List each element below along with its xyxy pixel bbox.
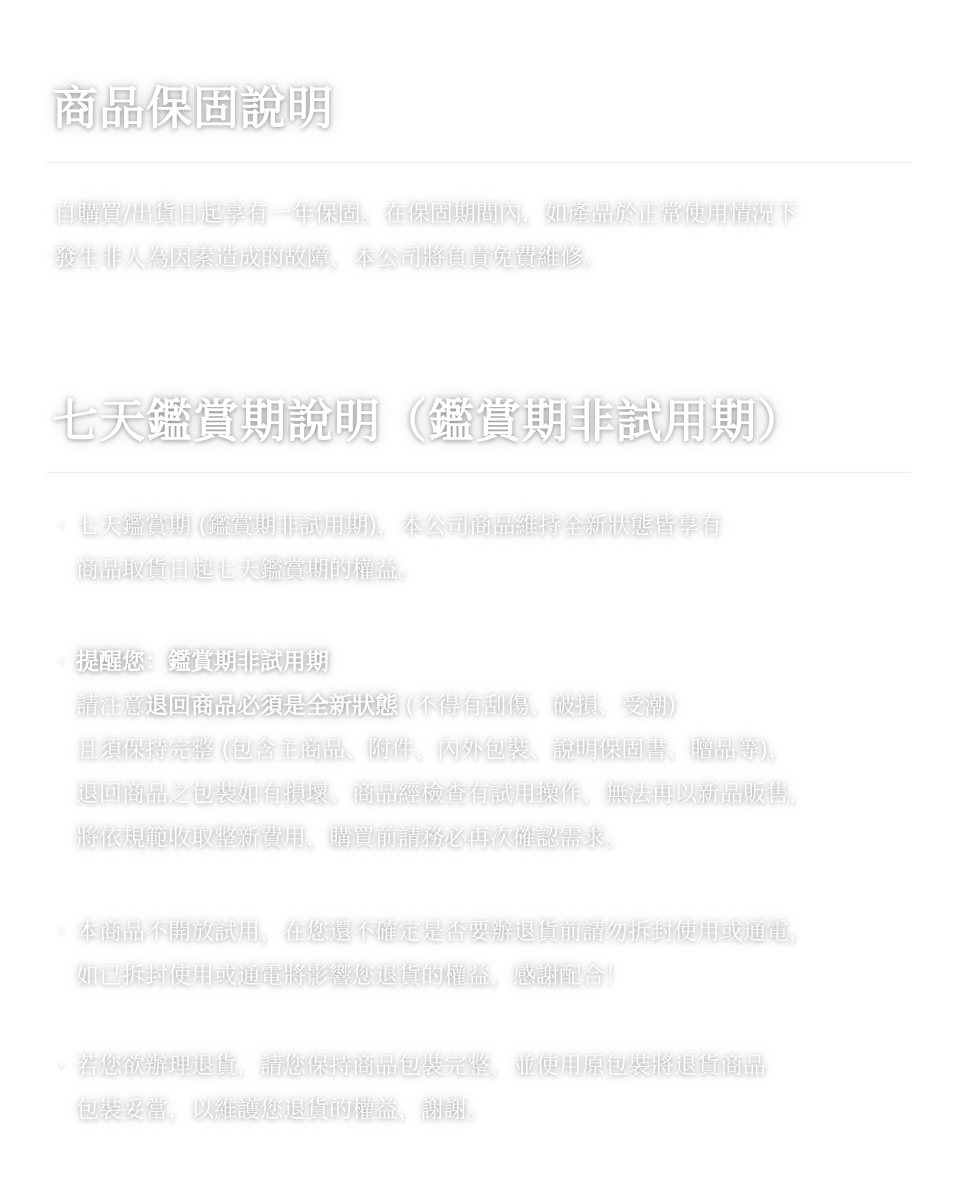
bullet-text: 請注意 — [76, 693, 145, 719]
bullet-text: 包裝妥當，以維護您退貨的權益，謝謝。 — [76, 1097, 490, 1123]
appreciation-period-title: 七天鑑賞期說明（鑑賞期非試用期） — [52, 394, 804, 448]
divider — [46, 472, 912, 473]
bullet-item-no-trial — [58, 910, 938, 998]
warranty-text-line-2: 發生非人為因素造成的故障，本公司將負責免費維修。 — [54, 245, 606, 271]
bullet-mark: · — [58, 513, 66, 539]
bullet-text: 本商品不開放試用，在您還不確定是否要辦退貨前請勿拆封使用或通電， — [76, 919, 812, 945]
warranty-text-line-1: 自購買/出貨日起享有一年保固。在保固期間內，如產品於正常使用情況下 — [54, 201, 798, 227]
bullet-bold-text: 退回商品必須是全新狀態 — [145, 693, 398, 719]
bullet-mark: · — [58, 1053, 66, 1079]
bullet-text: 退回商品之包裝如有損壞、商品經檢查有試用操作，無法再以新品販售， — [76, 781, 812, 807]
warranty-title: 商品保固說明 — [52, 81, 334, 135]
bullet-mark: · — [58, 919, 66, 945]
reminder-heading: 提醒您：鑑賞期非試用期 — [76, 649, 329, 675]
bullet-text: (不得有刮傷、破損、受潮) — [398, 693, 677, 719]
bullet-mark: · — [58, 649, 66, 675]
bullet-item-return-packaging — [58, 1044, 938, 1132]
bullet-text: 商品取貨日起七天鑑賞期的權益。 — [76, 557, 421, 583]
bullet-text: 若您欲辦理退貨，請您保持商品包裝完整，並使用原包裝將退貨商品 — [76, 1053, 766, 1079]
bullet-text: 七天鑑賞期 (鑑賞期非試用期)，本公司商品維持全新狀態皆享有 — [76, 513, 723, 539]
bullet-text: 如已拆封使用或通電將影響您退貨的權益，感謝配合！ — [76, 963, 628, 989]
bullet-item-appreciation-period — [58, 504, 938, 592]
bullet-item-reminder — [58, 640, 938, 860]
bullet-text: 將依規範收取整新費用，購買前請務必再次確認需求。 — [76, 825, 628, 851]
bullet-text: 且須保持完整 (包含主商品、附件、內外包裝、說明保固書、贈品等)， — [76, 737, 792, 763]
divider — [46, 162, 912, 163]
